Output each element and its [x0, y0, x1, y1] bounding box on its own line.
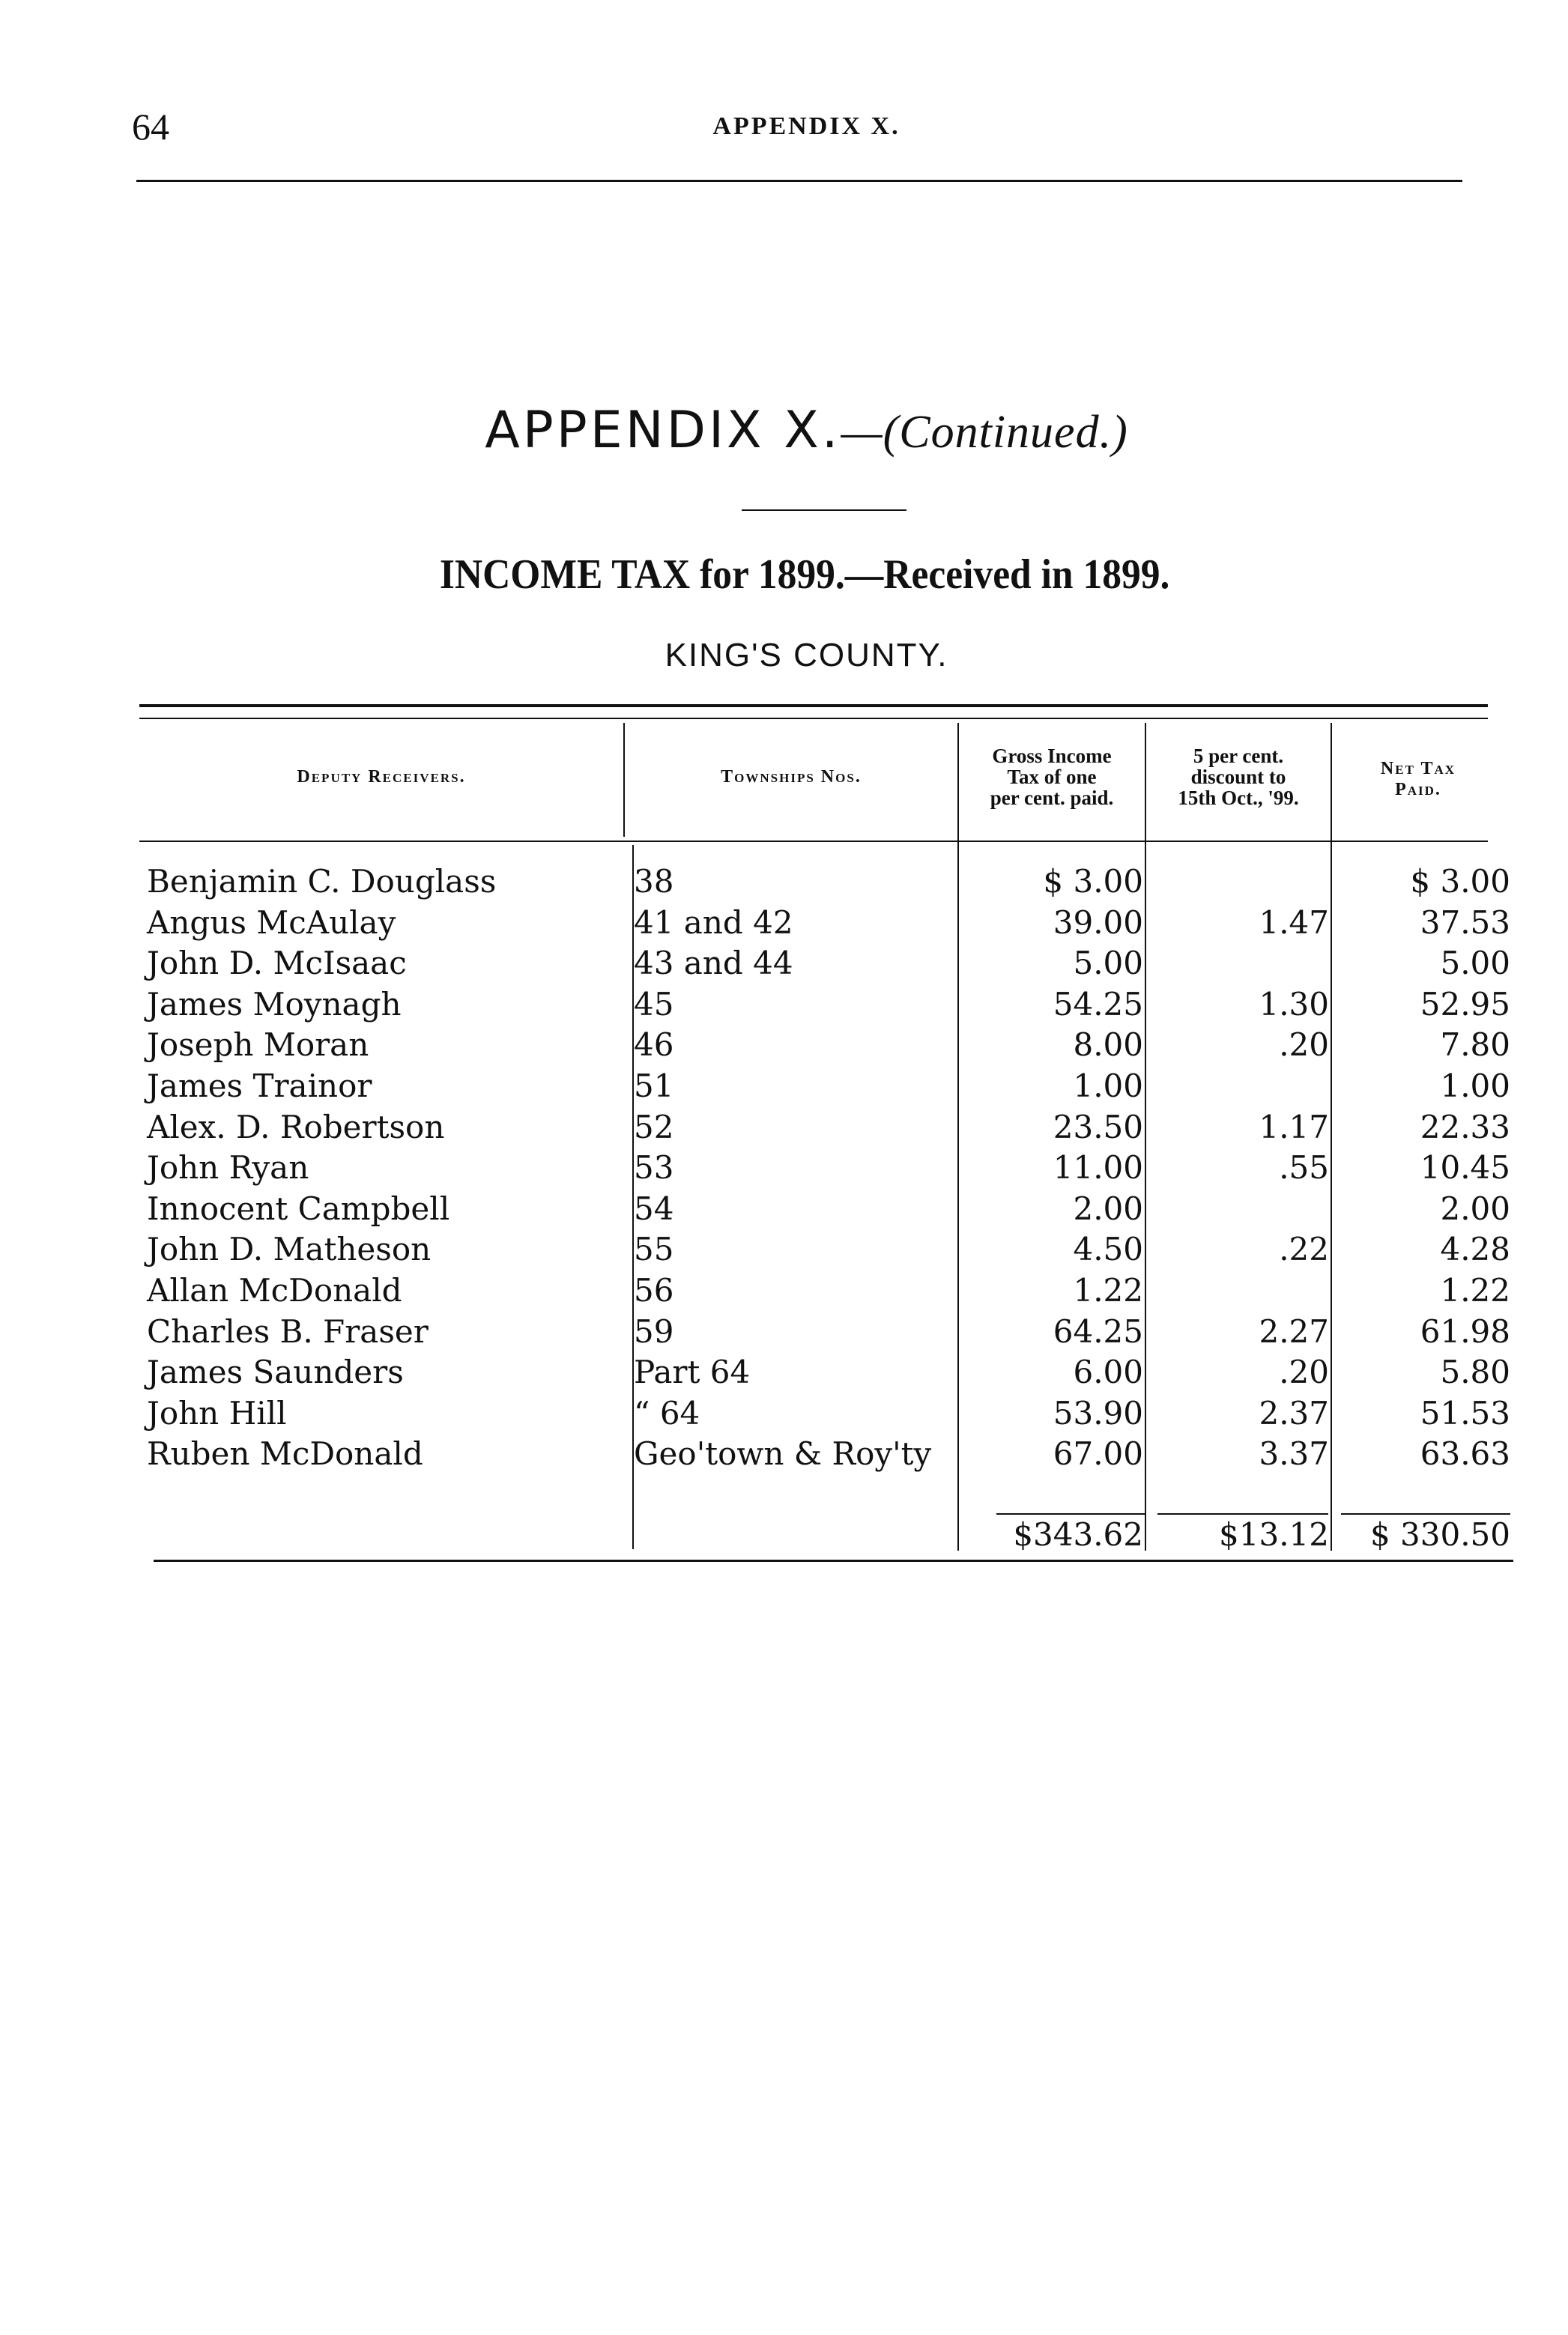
row-township: 54 [634, 1190, 674, 1227]
row-discount: 3.37 [1259, 1435, 1329, 1472]
title-divider [742, 509, 906, 511]
row-name: James Moynagh [147, 986, 402, 1023]
row-net-tax: 51.53 [1420, 1395, 1510, 1432]
row-net-tax: 52.95 [1420, 986, 1510, 1023]
row-discount: 2.27 [1259, 1313, 1329, 1350]
row-name: John D. McIsaac [147, 945, 407, 981]
row-discount: .22 [1279, 1231, 1329, 1268]
row-gross-income: 53.90 [1053, 1395, 1143, 1432]
row-township: 38 [634, 863, 674, 900]
row-discount: .20 [1279, 1354, 1329, 1390]
row-net-tax: 2.00 [1440, 1190, 1510, 1227]
row-gross-income: 67.00 [1053, 1435, 1143, 1472]
header-townships: Townships Nos. [721, 767, 862, 787]
column-divider [1331, 723, 1332, 1551]
row-discount: .20 [1279, 1026, 1329, 1063]
header-net-tax-paid: Net Tax Paid. [1380, 759, 1456, 799]
row-discount: 2.37 [1259, 1395, 1329, 1432]
row-net-tax: 22.33 [1420, 1109, 1510, 1145]
row-net-tax: 1.22 [1440, 1272, 1510, 1309]
row-township: 45 [634, 986, 674, 1023]
row-discount [1146, 1271, 1329, 1311]
row-township: 56 [634, 1272, 674, 1309]
row-net-tax: 10.45 [1420, 1149, 1510, 1186]
total-net: $ 330.50 [1369, 1516, 1510, 1553]
row-discount [1146, 1066, 1329, 1106]
row-township: 46 [634, 1026, 674, 1063]
row-name: Angus McAulay [147, 904, 396, 941]
row-gross-income: 2.00 [1073, 1190, 1143, 1227]
total-discount: $13.12 [1219, 1516, 1329, 1553]
row-township: 43 and 44 [634, 945, 793, 981]
row-gross-income: 8.00 [1073, 1026, 1143, 1063]
row-net-tax: 7.80 [1440, 1026, 1510, 1063]
row-net-tax: 4.28 [1440, 1231, 1510, 1268]
row-township: “ 64 [634, 1395, 700, 1432]
page-number: 64 [132, 106, 169, 148]
table-bottom-rule [154, 1560, 1513, 1562]
row-discount: 1.17 [1259, 1109, 1329, 1145]
table-header-rule [139, 841, 1488, 842]
row-net-tax: 5.80 [1440, 1354, 1510, 1390]
table-top-rule-thin [139, 718, 1488, 719]
total-gross: $343.62 [1013, 1516, 1143, 1553]
header-gross-income: Gross Income Tax of one per cent. paid. [990, 745, 1114, 809]
row-name: Allan McDonald [147, 1272, 402, 1309]
row-township: 55 [634, 1231, 674, 1268]
row-name: James Saunders [147, 1354, 404, 1390]
row-gross-income: 1.22 [1073, 1272, 1143, 1309]
row-gross-income: 6.00 [1073, 1354, 1143, 1390]
row-discount: 1.47 [1259, 904, 1329, 941]
row-name: Innocent Campbell [147, 1190, 450, 1227]
row-net-tax: 1.00 [1440, 1067, 1510, 1104]
row-name: James Trainor [147, 1067, 372, 1104]
county-heading: KING'S COUNTY. [665, 637, 948, 673]
header-discount: 5 per cent. discount to 15th Oct., '99. [1178, 745, 1299, 809]
row-discount: 1.30 [1259, 986, 1329, 1023]
row-name: John D. Matheson [147, 1231, 432, 1268]
row-name: John Hill [147, 1395, 287, 1432]
header-deputy-receivers: Deputy Receivers. [297, 767, 466, 787]
row-township: 51 [634, 1067, 674, 1104]
row-name: John Ryan [147, 1149, 309, 1186]
row-net-tax: 61.98 [1420, 1313, 1510, 1350]
row-gross-income: 1.00 [1073, 1067, 1143, 1104]
row-gross-income: 39.00 [1053, 904, 1143, 941]
appendix-title-main: APPENDIX X. [485, 401, 841, 460]
row-township: 53 [634, 1149, 674, 1186]
row-township: Part 64 [634, 1354, 751, 1390]
row-name: Benjamin C. Douglass [147, 863, 497, 900]
row-name: Ruben McDonald [147, 1435, 423, 1472]
appendix-title-continued: —(Continued.) [841, 407, 1128, 458]
appendix-title [0, 401, 1568, 460]
row-discount [1146, 943, 1329, 984]
row-gross-income: 5.00 [1073, 945, 1143, 981]
row-gross-income: 4.50 [1073, 1231, 1143, 1268]
row-township: 59 [634, 1313, 674, 1350]
running-head-title: APPENDIX X. [712, 112, 900, 140]
row-net-tax: $ 3.00 [1410, 863, 1510, 900]
row-gross-income: 54.25 [1053, 986, 1143, 1023]
row-gross-income: $ 3.00 [1043, 863, 1143, 900]
row-discount [1146, 1189, 1329, 1229]
header-rule [136, 180, 1462, 182]
row-net-tax: 37.53 [1420, 904, 1510, 941]
row-gross-income: 23.50 [1053, 1109, 1143, 1145]
row-discount: .55 [1279, 1149, 1329, 1186]
table-top-rule [139, 704, 1488, 707]
row-township: Geo'town & Roy'ty [634, 1435, 932, 1472]
row-township: 52 [634, 1109, 674, 1145]
row-discount [1146, 861, 1329, 902]
row-gross-income: 11.00 [1053, 1149, 1143, 1186]
section-title: INCOME TAX for 1899.—Received in 1899. [439, 551, 1170, 598]
row-name: Joseph Moran [147, 1026, 369, 1063]
row-township: 41 and 42 [634, 904, 793, 941]
row-net-tax: 5.00 [1440, 945, 1510, 981]
row-name: Alex. D. Robertson [147, 1109, 445, 1145]
row-net-tax: 63.63 [1420, 1435, 1510, 1472]
row-name: Charles B. Fraser [147, 1313, 429, 1350]
row-gross-income: 64.25 [1053, 1313, 1143, 1350]
